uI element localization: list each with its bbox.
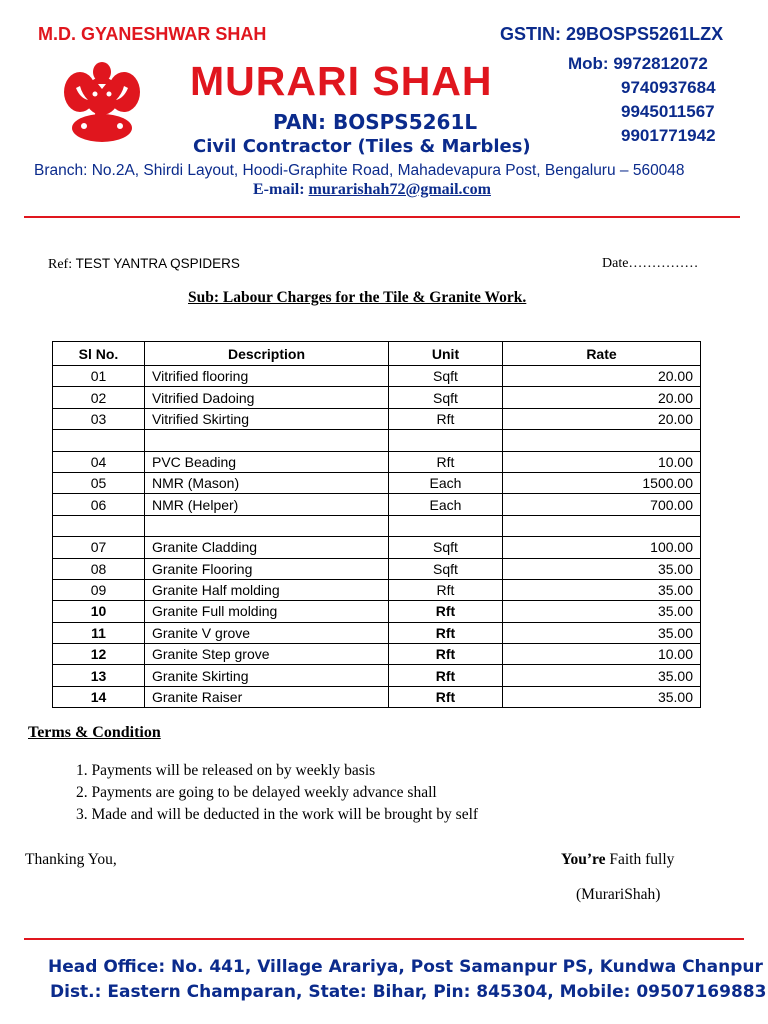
phone-2: 9740937684 bbox=[621, 78, 716, 97]
cell-description bbox=[145, 430, 389, 451]
table-row bbox=[53, 387, 701, 408]
gstin: GSTIN: 29BOSPS5261LZX bbox=[500, 24, 724, 44]
date-field: Date…………… bbox=[602, 256, 699, 271]
cell-rate: 20.00 bbox=[503, 387, 701, 408]
cell-rate bbox=[503, 430, 701, 451]
cell-sl: 09 bbox=[53, 579, 145, 600]
table-row bbox=[53, 366, 701, 387]
head-office-line: Head Office: No. 441, Village Arariya, Post Samanpur PS, Kundwa Chanpur bbox=[48, 957, 763, 977]
cell-rate: 700.00 bbox=[503, 494, 701, 515]
terms-item: 1. Payments will be released on by weekly basis bbox=[76, 762, 376, 779]
cell-unit: Each bbox=[389, 494, 503, 515]
cell-rate: 10.00 bbox=[503, 644, 701, 665]
cell-rate: 20.00 bbox=[503, 408, 701, 429]
header-divider bbox=[24, 216, 740, 218]
cell-rate: 35.00 bbox=[503, 558, 701, 579]
table-row bbox=[53, 644, 701, 665]
table-row bbox=[53, 430, 701, 451]
mob-label: Mob: bbox=[568, 54, 609, 73]
cell-sl: 13 bbox=[53, 665, 145, 686]
cell-unit: Rft bbox=[389, 622, 503, 643]
cell-rate: 35.00 bbox=[503, 686, 701, 707]
phone-1: 9972812072 bbox=[613, 54, 708, 73]
ganesha-icon bbox=[58, 58, 146, 146]
cell-description: Granite Full molding bbox=[145, 601, 389, 622]
head-office-district: Dist.: Eastern Champaran, State: Bihar, Pin: 845304, Mobile: 09507169883 bbox=[50, 982, 767, 1002]
cell-unit: Sqft bbox=[389, 366, 503, 387]
table-row bbox=[53, 494, 701, 515]
table-row bbox=[53, 601, 701, 622]
terms-list bbox=[76, 760, 478, 826]
cell-description: NMR (Helper) bbox=[145, 494, 389, 515]
cell-unit: Rft bbox=[389, 408, 503, 429]
cell-description: Granite Cladding bbox=[145, 537, 389, 558]
cell-sl: 06 bbox=[53, 494, 145, 515]
signature-name: (MurariShah) bbox=[576, 886, 661, 903]
md-name: M.D. GYANESHWAR SHAH bbox=[38, 24, 267, 44]
brand-name: MURARI SHAH bbox=[190, 58, 493, 104]
table-row bbox=[53, 622, 701, 643]
email-link[interactable]: murarishah72@gmail.com bbox=[308, 181, 491, 198]
header-rate: Rate bbox=[503, 342, 701, 366]
header-description: Description bbox=[145, 342, 389, 366]
cell-sl: 03 bbox=[53, 408, 145, 429]
cell-description: Vitrified Dadoing bbox=[145, 387, 389, 408]
ref-value: TEST YANTRA QSPIDERS bbox=[75, 256, 240, 271]
terms-item: 3. Made and will be deducted in the work will be brought by self bbox=[76, 806, 479, 823]
cell-unit: Rft bbox=[389, 579, 503, 600]
rates-table bbox=[52, 341, 701, 708]
table-row bbox=[53, 515, 701, 536]
cell-description: Vitrified Skirting bbox=[145, 408, 389, 429]
cell-rate: 35.00 bbox=[503, 601, 701, 622]
cell-unit: Rft bbox=[389, 686, 503, 707]
cell-description: Granite V grove bbox=[145, 622, 389, 643]
subject-line: Sub: Labour Charges for the Tile & Granite Work. bbox=[188, 289, 527, 306]
cell-unit: Each bbox=[389, 472, 503, 493]
phone-3: 9945011567 bbox=[621, 102, 715, 121]
cell-rate bbox=[503, 515, 701, 536]
cell-rate: 10.00 bbox=[503, 451, 701, 472]
cell-sl: 01 bbox=[53, 366, 145, 387]
cell-unit bbox=[389, 515, 503, 536]
cell-sl: 05 bbox=[53, 472, 145, 493]
branch-address: Branch: No.2A, Shirdi Layout, Hoodi-Graphite Road, Mahadevapura Post, Bengaluru – 560048 bbox=[34, 162, 685, 179]
table-row bbox=[53, 665, 701, 686]
ref-label: Ref: bbox=[48, 257, 73, 272]
mobile-numbers bbox=[568, 52, 716, 148]
table-row bbox=[53, 451, 701, 472]
phone-4: 9901771942 bbox=[621, 126, 716, 145]
cell-unit: Sqft bbox=[389, 537, 503, 558]
cell-sl bbox=[53, 430, 145, 451]
cell-sl: 08 bbox=[53, 558, 145, 579]
email-label: E-mail: bbox=[253, 181, 305, 198]
cell-rate: 100.00 bbox=[503, 537, 701, 558]
cell-unit: Rft bbox=[389, 665, 503, 686]
business-type: Civil Contractor (Tiles & Marbles) bbox=[193, 136, 531, 157]
header-sl: Sl No. bbox=[53, 342, 145, 366]
header-unit: Unit bbox=[389, 342, 503, 366]
cell-rate: 35.00 bbox=[503, 622, 701, 643]
cell-unit bbox=[389, 430, 503, 451]
cell-unit: Sqft bbox=[389, 558, 503, 579]
cell-description: Vitrified flooring bbox=[145, 366, 389, 387]
cell-unit: Rft bbox=[389, 451, 503, 472]
closing-thanks: Thanking You, bbox=[25, 851, 117, 868]
cell-unit: Sqft bbox=[389, 387, 503, 408]
table-row bbox=[53, 472, 701, 493]
closing-faithfully bbox=[561, 851, 674, 869]
cell-sl: 11 bbox=[53, 622, 145, 643]
table-header-row bbox=[53, 342, 701, 366]
pan-number: PAN: BOSPS5261L bbox=[273, 110, 478, 134]
cell-description: Granite Half molding bbox=[145, 579, 389, 600]
cell-sl: 07 bbox=[53, 537, 145, 558]
table-row bbox=[53, 579, 701, 600]
table-row bbox=[53, 558, 701, 579]
faith-text: Faith fully bbox=[605, 851, 675, 868]
cell-unit: Rft bbox=[389, 601, 503, 622]
cell-description: Granite Step grove bbox=[145, 644, 389, 665]
cell-rate: 35.00 bbox=[503, 579, 701, 600]
cell-description: Granite Skirting bbox=[145, 665, 389, 686]
cell-rate: 35.00 bbox=[503, 665, 701, 686]
cell-rate: 1500.00 bbox=[503, 472, 701, 493]
table-row bbox=[53, 537, 701, 558]
cell-sl: 02 bbox=[53, 387, 145, 408]
terms-item: 2. Payments are going to be delayed weekly advance shall bbox=[76, 784, 437, 801]
youre-text: You’re bbox=[561, 851, 606, 868]
terms-title: Terms & Condition bbox=[28, 724, 161, 741]
cell-sl: 14 bbox=[53, 686, 145, 707]
cell-sl: 10 bbox=[53, 601, 145, 622]
cell-description bbox=[145, 515, 389, 536]
cell-unit: Rft bbox=[389, 644, 503, 665]
cell-rate: 20.00 bbox=[503, 366, 701, 387]
cell-description: Granite Flooring bbox=[145, 558, 389, 579]
footer-divider bbox=[24, 938, 744, 940]
cell-sl: 04 bbox=[53, 451, 145, 472]
cell-description: NMR (Mason) bbox=[145, 472, 389, 493]
table-row bbox=[53, 408, 701, 429]
email-line bbox=[253, 181, 491, 199]
cell-sl bbox=[53, 515, 145, 536]
cell-description: PVC Beading bbox=[145, 451, 389, 472]
reference bbox=[48, 256, 240, 273]
cell-sl: 12 bbox=[53, 644, 145, 665]
cell-description: Granite Raiser bbox=[145, 686, 389, 707]
table-row bbox=[53, 686, 701, 707]
